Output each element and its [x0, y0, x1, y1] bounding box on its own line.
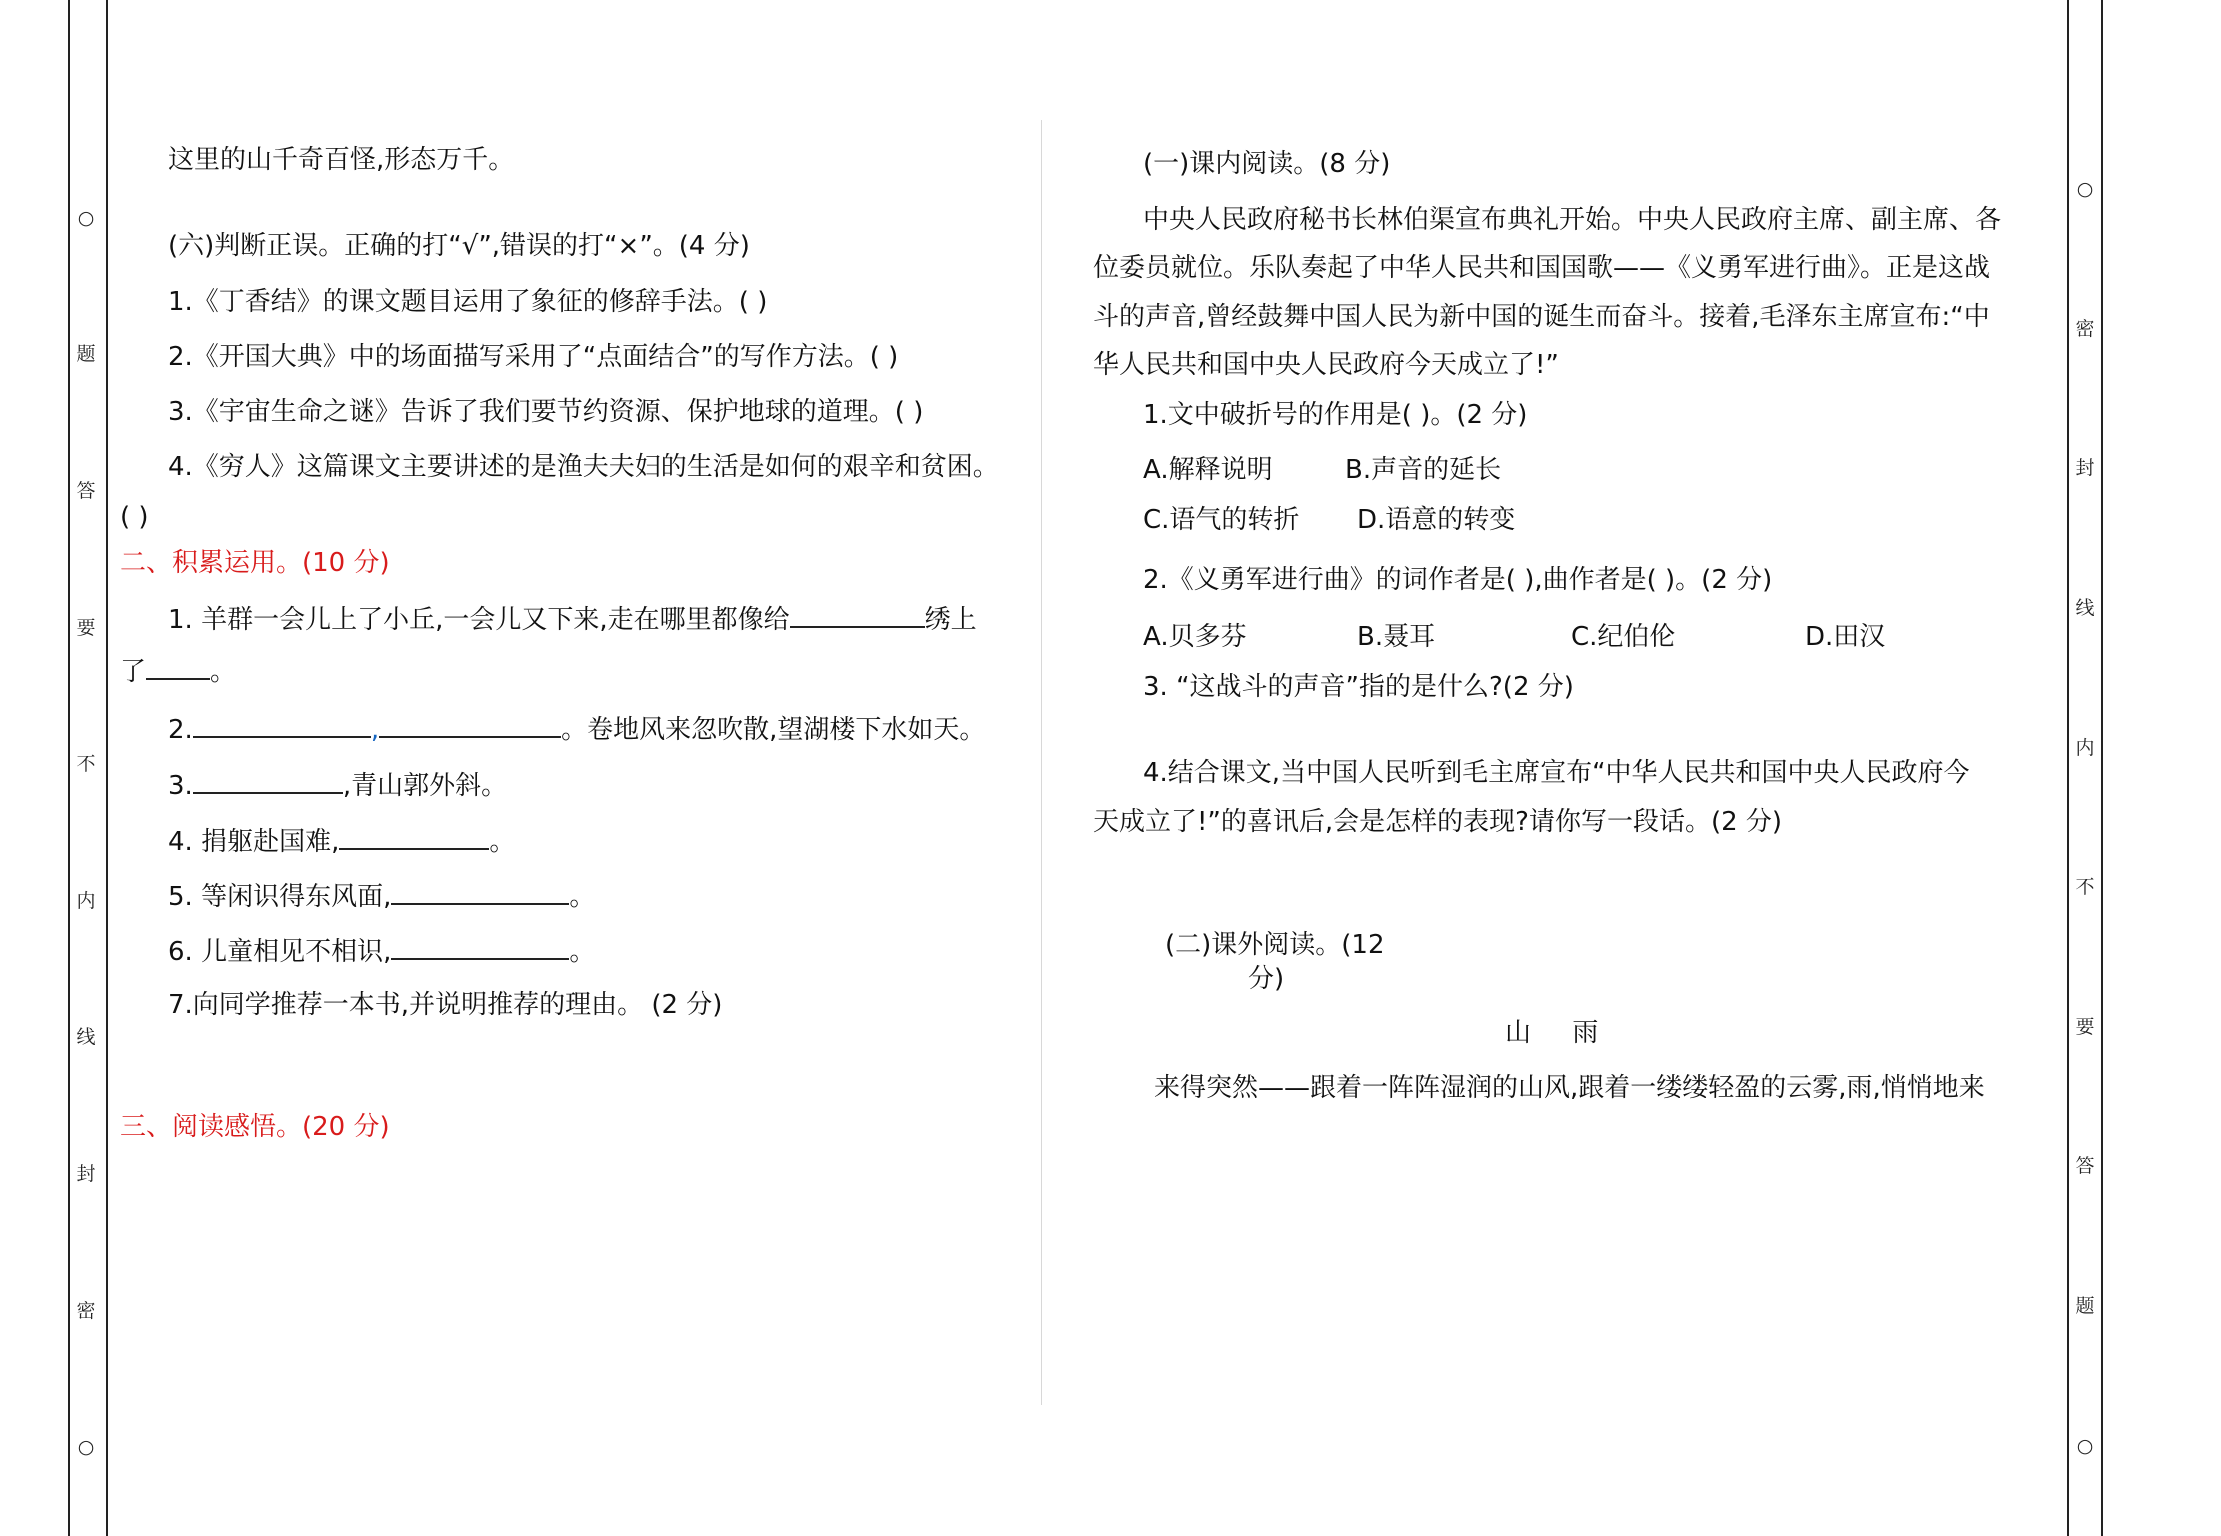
fill-q6-end: 。 [569, 937, 596, 967]
fill-q1-text-c: 了 [120, 657, 147, 687]
q2-option-a: A.贝多芬 [1143, 622, 1247, 652]
judge-item-2: 2.《开国大典》中的场面描写采用了“点面结合”的写作方法。( ) [168, 342, 899, 372]
passage-line-1: 中央人民政府秘书长林伯渠宣布典礼开始。中央人民政府主席、副主席、各 [1143, 205, 2002, 235]
binding-char: ○ [2076, 1434, 2094, 1457]
fill-q6 [168, 932, 595, 969]
answer-blank[interactable] [146, 652, 210, 680]
intro-line: 这里的山千奇百怪,形态万千。 [168, 145, 515, 175]
binding-char: 要 [76, 616, 96, 639]
story-passage-line: 来得突然——跟着一阵阵湿润的山风,跟着一缕缕轻盈的云雾,雨,悄悄地来 [1154, 1073, 1985, 1103]
fill-q1-line1 [168, 600, 977, 637]
q1-option-a: A.解释说明 [1143, 455, 1273, 485]
answer-blank[interactable] [379, 710, 561, 738]
part2-heading-a: (二)课外阅读。(12 [1165, 930, 1385, 960]
q2-option-c: C.纪伯伦 [1571, 622, 1676, 652]
judge-heading: (六)判断正误。正确的打“√”,错误的打“×”。(4 分) [168, 231, 750, 261]
answer-blank[interactable] [193, 766, 343, 794]
binding-char: 封 [76, 1162, 96, 1185]
q2-option-b: B.聂耳 [1357, 622, 1436, 652]
binding-char: 封 [2075, 457, 2095, 480]
binding-char: 线 [76, 1026, 96, 1049]
judge-item-4: 4.《穷人》这篇课文主要讲述的是渔夫夫妇的生活是如何的艰辛和贫困。 [168, 452, 999, 482]
fill-q2-number: 2. [168, 715, 193, 745]
binding-char: 题 [76, 343, 96, 366]
section-2-heading: 二、积累运用。(10 分) [120, 548, 390, 578]
reading-q2: 2.《义勇军进行曲》的词作者是( ),曲作者是( )。(2 分) [1143, 565, 1773, 595]
left-binding-rule-inner [106, 0, 108, 1536]
fill-q1-text-b: 绣上 [924, 605, 977, 635]
binding-char: 线 [2075, 597, 2095, 620]
fill-q1-line2 [120, 652, 236, 689]
judge-item-4-paren: ( ) [120, 502, 149, 532]
answer-blank[interactable] [790, 600, 925, 628]
answer-blank[interactable] [391, 877, 569, 905]
fill-q3 [168, 766, 507, 803]
reading-q3: 3. “这战斗的声音”指的是什么?(2 分) [1143, 672, 1574, 702]
part1-heading: (一)课内阅读。(8 分) [1143, 149, 1391, 179]
judge-item-3: 3.《宇宙生命之谜》告诉了我们要节约资源、保护地球的道理。( ) [168, 397, 924, 427]
binding-char: 内 [76, 889, 96, 912]
passage-line-3: 斗的声音,曾经鼓舞中国人民为新中国的诞生而奋斗。接着,毛泽东主席宣布:“中 [1093, 302, 1990, 332]
part2-heading-b: 分) [1248, 964, 1285, 994]
binding-char: 答 [2075, 1155, 2095, 1178]
binding-char: 不 [76, 753, 96, 776]
binding-char: 密 [76, 1299, 96, 1322]
fill-q4-end: 。 [489, 827, 516, 857]
reading-q4-line2: 天成立了!”的喜讯后,会是怎样的表现?请你写一段话。(2 分) [1093, 807, 1783, 837]
fill-q2-comma: , [370, 715, 380, 745]
column-divider [1041, 120, 1042, 1405]
left-binding-strip [68, 0, 104, 1536]
binding-char: 内 [2075, 736, 2095, 759]
answer-blank[interactable] [339, 822, 489, 850]
passage-line-4: 华人民共和国中央人民政府今天成立了!” [1093, 350, 1559, 380]
fill-q1-end: 。 [210, 657, 237, 687]
binding-char: ○ [77, 1436, 95, 1459]
fill-q4 [168, 822, 515, 859]
q1-option-b: B.声音的延长 [1345, 455, 1502, 485]
binding-char: ○ [77, 206, 95, 229]
binding-char: 答 [76, 479, 96, 502]
fill-q2 [168, 710, 985, 747]
fill-q5 [168, 877, 595, 914]
answer-blank[interactable] [193, 710, 371, 738]
fill-q3-number: 3. [168, 771, 193, 801]
fill-q2-text: 。卷地风来忽吹散,望湖楼下水如天。 [561, 715, 986, 745]
reading-q4-line1: 4.结合课文,当中国人民听到毛主席宣布“中华人民共和国中央人民政府今 [1143, 758, 1970, 788]
q1-option-c: C.语气的转折 [1143, 505, 1300, 535]
binding-char: 不 [2075, 876, 2095, 899]
fill-q5-text: 5. 等闲识得东风面, [168, 882, 392, 912]
right-binding-strip [2067, 0, 2103, 1536]
fill-q3-text: ,青山郭外斜。 [342, 771, 508, 801]
fill-q6-text: 6. 儿童相见不相识, [168, 937, 392, 967]
story-title: 山 雨 [1505, 1018, 1599, 1048]
answer-blank[interactable] [391, 932, 569, 960]
section-3-heading: 三、阅读感悟。(20 分) [120, 1112, 390, 1142]
judge-item-1: 1.《丁香结》的课文题目运用了象征的修辞手法。( ) [168, 287, 768, 317]
binding-char: ○ [2076, 178, 2094, 201]
fill-q5-end: 。 [569, 882, 596, 912]
q2-option-d: D.田汉 [1805, 622, 1886, 652]
fill-q4-text: 4. 捐躯赴国难, [168, 827, 340, 857]
reading-q1: 1.文中破折号的作用是( )。(2 分) [1143, 400, 1528, 430]
binding-char: 要 [2075, 1015, 2095, 1038]
q1-option-d: D.语意的转变 [1357, 505, 1516, 535]
binding-char: 密 [2075, 317, 2095, 340]
recommend-question: 7.向同学推荐一本书,并说明推荐的理由。 (2 分) [168, 990, 723, 1020]
binding-char: 题 [2075, 1295, 2095, 1318]
fill-q1-text: 1. 羊群一会儿上了小丘,一会儿又下来,走在哪里都像给 [168, 605, 790, 635]
passage-line-2: 位委员就位。乐队奏起了中华人民共和国国歌——《义勇军进行曲》。正是这战 [1093, 253, 1991, 283]
